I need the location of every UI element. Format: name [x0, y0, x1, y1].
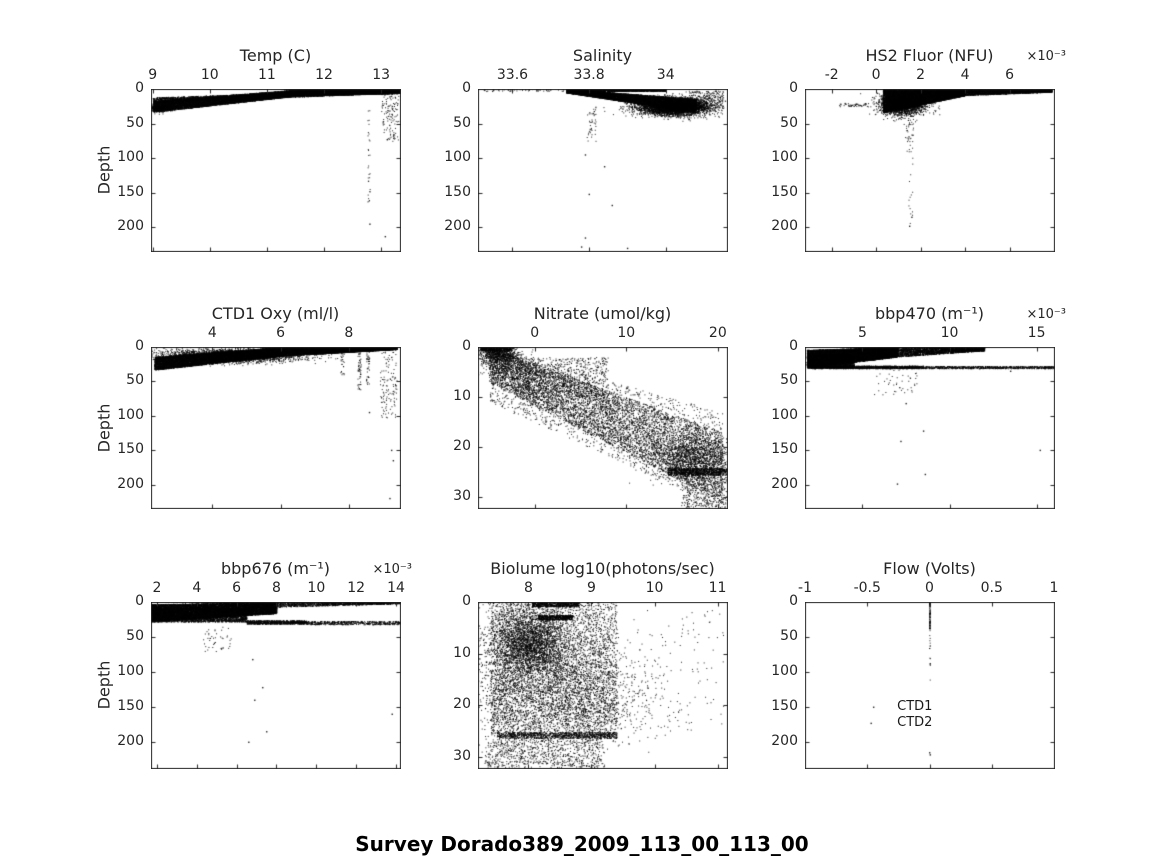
- subplot-canvas-0: [151, 89, 401, 252]
- subplot-canvas-4: [478, 347, 728, 509]
- y-tick-label: 50: [780, 372, 798, 389]
- y-tick-label: 100: [444, 149, 471, 166]
- subplot-title-4: Nitrate (umol/kg): [533, 304, 672, 323]
- y-tick-label: 0: [462, 593, 471, 609]
- x-tick-label: 8: [272, 580, 281, 596]
- x-tick-label: -2: [824, 67, 839, 83]
- y-tick-label: 50: [780, 114, 798, 131]
- y-tick-label: 150: [771, 698, 798, 715]
- x-tick-label: 11: [258, 67, 276, 83]
- x-tick-label: 8: [344, 325, 354, 341]
- y-tick-label: 150: [117, 441, 144, 458]
- y-tick-label: 200: [444, 218, 471, 235]
- x-tick-label: 8: [523, 580, 533, 596]
- y-axis-label: Depth: [94, 660, 114, 710]
- x-tick-label: 10: [617, 325, 636, 341]
- y-tick-label: 50: [126, 114, 144, 131]
- y-tick-label: 150: [771, 441, 798, 458]
- y-tick-label: 20: [453, 696, 471, 713]
- x-tick-label: 33.6: [496, 67, 529, 83]
- x-tick-label: 13: [372, 67, 391, 83]
- x-tick-label: 10: [307, 580, 326, 596]
- y-tick-label: 150: [117, 183, 144, 200]
- y-tick-label: 0: [789, 593, 798, 609]
- y-tick-label: 100: [771, 663, 798, 680]
- subplot-title-8: Flow (Volts): [883, 559, 976, 578]
- y-tick-label: 150: [117, 698, 144, 715]
- y-axis-label: Depth: [94, 403, 114, 452]
- y-tick-label: 200: [771, 475, 798, 492]
- axis-exponent-label: ×10⁻³: [1026, 49, 1066, 64]
- y-tick-label: 10: [453, 644, 471, 661]
- x-tick-label: 10: [645, 580, 664, 596]
- y-tick-label: 100: [117, 149, 144, 166]
- y-tick-label: 100: [117, 663, 144, 680]
- subplot-canvas-1: [478, 89, 728, 252]
- y-tick-label: 150: [444, 183, 471, 200]
- subplot-canvas-2: [805, 89, 1055, 252]
- x-tick-label: 0: [925, 580, 934, 596]
- y-tick-label: 0: [462, 338, 471, 354]
- x-tick-label: 10: [200, 67, 219, 83]
- y-tick-label: 20: [453, 438, 471, 454]
- y-tick-label: 0: [135, 593, 144, 609]
- y-tick-label: 50: [126, 372, 144, 389]
- y-tick-label: 30: [453, 488, 471, 504]
- x-tick-label: 6: [1005, 67, 1014, 83]
- x-tick-label: 0: [871, 67, 881, 83]
- subplot-title-1: Salinity: [572, 46, 633, 65]
- y-tick-label: 0: [789, 80, 798, 96]
- x-tick-label: 6: [232, 580, 242, 596]
- x-tick-label: 14: [387, 580, 405, 596]
- subplot-canvas-6: [151, 602, 401, 769]
- y-tick-label: 0: [789, 338, 798, 354]
- axis-exponent-label: ×10⁻³: [372, 562, 412, 577]
- x-tick-label: 0: [530, 325, 540, 341]
- subplot-title-7: Biolume log10(photons/sec): [490, 559, 715, 578]
- y-tick-label: 0: [462, 80, 471, 96]
- x-tick-label: 10: [940, 325, 959, 341]
- subplot-canvas-5: [805, 347, 1055, 509]
- x-tick-label: -1: [798, 580, 812, 596]
- subplot-canvas-3: [151, 347, 401, 509]
- x-tick-label: 33.8: [573, 67, 605, 83]
- y-tick-label: 200: [117, 218, 144, 235]
- x-tick-label: 2: [916, 67, 926, 83]
- x-tick-label: 15: [1027, 325, 1046, 341]
- x-tick-label: 12: [315, 67, 333, 83]
- subplot-title-5: bbp470 (m⁻¹): [874, 304, 985, 323]
- x-tick-label: 4: [192, 580, 202, 596]
- x-tick-label: 6: [276, 325, 286, 341]
- y-tick-label: 10: [453, 388, 471, 404]
- subplot-title-2: HS2 Fluor (NFU): [865, 46, 994, 65]
- y-tick-label: 200: [117, 475, 144, 492]
- plot-annotation: CTD2: [897, 715, 933, 731]
- y-tick-label: 0: [135, 338, 144, 354]
- y-axis-label: Depth: [94, 145, 114, 195]
- x-tick-label: -0.5: [853, 580, 881, 596]
- y-tick-label: 100: [771, 149, 798, 166]
- x-tick-label: 0.5: [980, 580, 1003, 596]
- y-tick-label: 150: [771, 183, 798, 200]
- x-tick-label: 9: [586, 580, 596, 596]
- x-tick-label: 2: [152, 580, 162, 596]
- x-tick-label: 12: [347, 580, 366, 596]
- y-tick-label: 0: [135, 80, 144, 96]
- figure-title: Survey Dorado389_2009_113_00_113_00: [355, 832, 809, 856]
- y-tick-label: 100: [117, 406, 144, 423]
- y-tick-label: 50: [453, 114, 471, 131]
- subplot-title-3: CTD1 Oxy (ml/l): [211, 304, 340, 323]
- y-tick-label: 200: [117, 733, 144, 750]
- x-tick-label: 1: [1049, 580, 1059, 596]
- subplot-title-0: Temp (C): [239, 46, 312, 65]
- axis-exponent-label: ×10⁻³: [1026, 307, 1066, 322]
- x-tick-label: 11: [708, 580, 727, 596]
- x-tick-label: 9: [148, 67, 158, 83]
- x-tick-label: 4: [207, 325, 217, 341]
- x-tick-label: 4: [960, 67, 970, 83]
- x-tick-label: 34: [656, 67, 675, 83]
- y-tick-label: 50: [126, 628, 144, 645]
- subplot-title-6: bbp676 (m⁻¹): [220, 559, 331, 578]
- y-tick-label: 30: [453, 747, 471, 764]
- x-tick-label: 20: [708, 325, 727, 341]
- subplot-canvas-7: [478, 602, 728, 769]
- y-tick-label: 100: [771, 406, 798, 423]
- plot-annotation: CTD1: [897, 699, 933, 715]
- y-tick-label: 50: [780, 628, 798, 645]
- x-tick-label: 5: [857, 325, 867, 341]
- y-tick-label: 200: [771, 218, 798, 235]
- subplot-canvas-8: [805, 602, 1055, 769]
- y-tick-label: 200: [771, 733, 798, 750]
